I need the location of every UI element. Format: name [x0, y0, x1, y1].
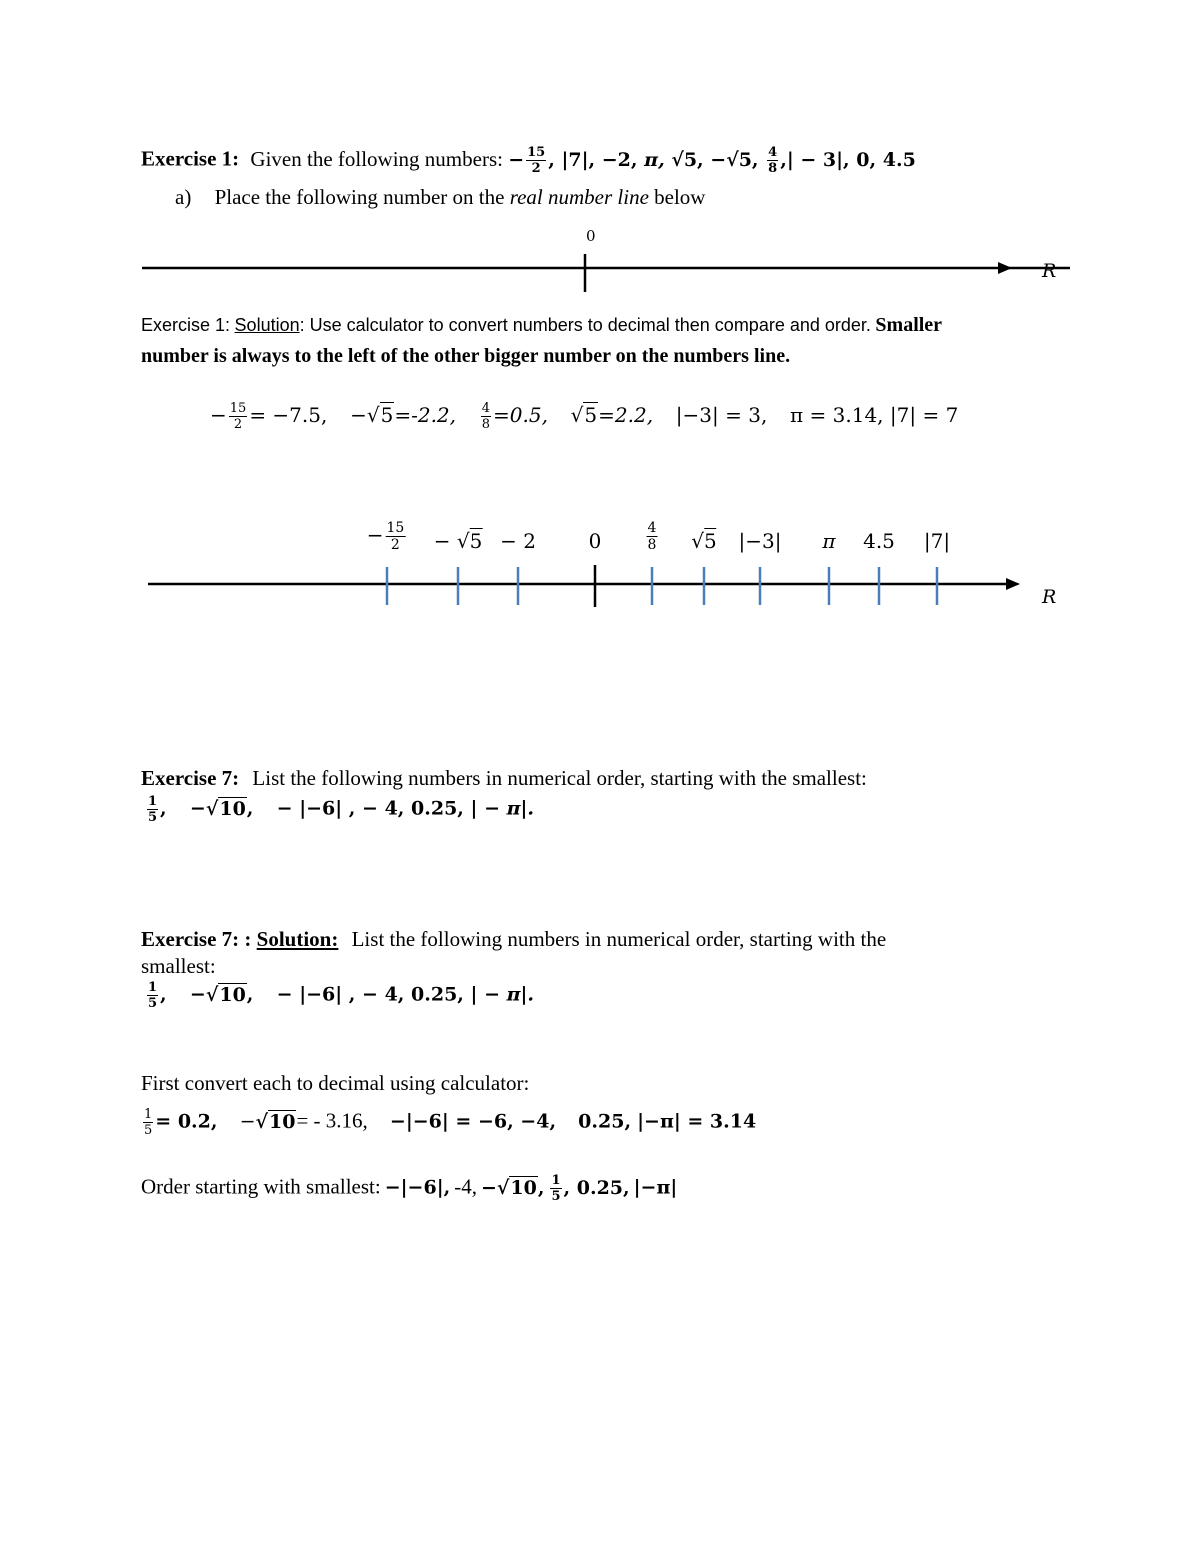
square-root: √10 — [496, 1176, 537, 1199]
square-root: −√5 — [350, 403, 394, 427]
axis-label: R — [1042, 586, 1057, 608]
axis-label: R — [1042, 260, 1057, 282]
exercise-7-solution-number-list: $\frac{1}{5}$ , −√10, − |−6| , − 4, 0.25, | − π|. — [148, 980, 535, 1011]
convert-heading: First convert each to decimal using calculator: — [141, 1071, 530, 1095]
part-a-letter: a) — [175, 185, 192, 209]
exercise-7-number-list: $\frac{1}{5}$ , −√10, − |−6| , − 4, 0.25, | − π|. — [148, 794, 535, 825]
solution-prompt-continued: smallest: — [141, 954, 216, 978]
solution-title: Exercise 1: — [141, 315, 231, 335]
solution-label: Solution: — [256, 927, 339, 951]
square-root: √10 — [255, 1110, 296, 1133]
number-line-label: − $\frac{15}{2}$ — [366, 520, 405, 553]
fraction: $\frac{15}{2}$ — [229, 401, 247, 432]
square-root: −√5, — [710, 148, 759, 171]
exercise-1-conversions: − $\frac{15}{2}$ = −7.5, −√5=-2.2, $\frac{4}{8}$ =0.5, √5=2.2, |−3| = 3, π = 3.14, |7| = 7 — [210, 401, 959, 432]
labelled-number-line — [0, 515, 1200, 615]
solution-rule-text: number is always to the left of the other bigger number on the numbers line. — [141, 345, 791, 367]
fraction: $\frac{1}{5}$ — [148, 794, 158, 825]
fraction: $\frac{1}{5}$ — [551, 1173, 561, 1204]
number-line-label: √5 — [691, 529, 717, 553]
number-line-label: |−3| — [738, 529, 782, 553]
conversion-line: $\frac{1}{5}$ = 0.2, −√10= - 3.16, −|−6| = −6, −4, 0.25, |−π| = 3.14 — [144, 1107, 757, 1138]
square-root: √10 — [205, 983, 246, 1006]
number-line-graphic — [0, 515, 1200, 615]
order-line: Order starting with smallest: −|−6|, -4, −√10, $\frac{1}{5}$ , 0.25, |−π| — [141, 1173, 678, 1204]
arrow-head — [998, 262, 1012, 274]
solution-title: Exercise 7: : — [141, 927, 252, 951]
square-root: √10 — [205, 797, 246, 820]
exercise-7-title: Exercise 7: — [141, 766, 240, 790]
fraction: $\frac{15}{2}$ — [527, 145, 546, 176]
fraction: $\frac{1}{5}$ — [148, 980, 158, 1011]
empty-number-line — [130, 222, 1070, 302]
exercise-1-part-a: a) Place the following number on the real number line below — [175, 185, 706, 209]
number-line-label: $\frac{4}{8}$ — [647, 520, 657, 553]
exercise-7-solution-heading: Exercise 7: : Solution: List the following numbers in numerical order, starting with the — [141, 927, 887, 951]
arrow-head — [1006, 578, 1020, 590]
exercise-1-title: Exercise 1: — [141, 146, 240, 171]
exercise-1-number-list: − $\frac{15}{2}$ , |7|, −2, π, √5, −√5, $\frac{4}{8}$ ,| − 3|, 0, 4.5 — [508, 145, 916, 176]
number-line-label: π — [822, 529, 836, 553]
exercise-1-statement — [141, 146, 916, 175]
number-line-label: 0 — [588, 529, 602, 553]
number-line-label: − 2 — [500, 529, 536, 553]
solution-label: Solution — [234, 315, 300, 335]
exercise-1-intro: Given the following numbers: — [250, 146, 503, 171]
exercise-1-solution-heading: Exercise 1: Solution: Use calculator to convert numbers to decimal then compare and order. Smaller — [141, 314, 943, 336]
square-root: √5 — [570, 403, 598, 427]
order-label: Order starting with smallest: — [141, 1174, 381, 1199]
number-line-label: |7| — [923, 529, 951, 553]
number-line-label: 4.5 — [863, 529, 895, 553]
fraction: $\frac{4}{8}$ — [768, 145, 778, 176]
exercise-7-prompt: List the following numbers in numerical order, starting with the smallest: — [252, 766, 867, 790]
number-line-label: − √5 — [433, 529, 483, 553]
fraction: $\frac{1}{5}$ — [144, 1107, 153, 1138]
square-root: √5, — [671, 148, 704, 171]
exercise-7-statement — [141, 766, 867, 791]
zero-label: 0 — [586, 227, 596, 245]
fraction: $\frac{4}{8}$ — [481, 401, 491, 432]
